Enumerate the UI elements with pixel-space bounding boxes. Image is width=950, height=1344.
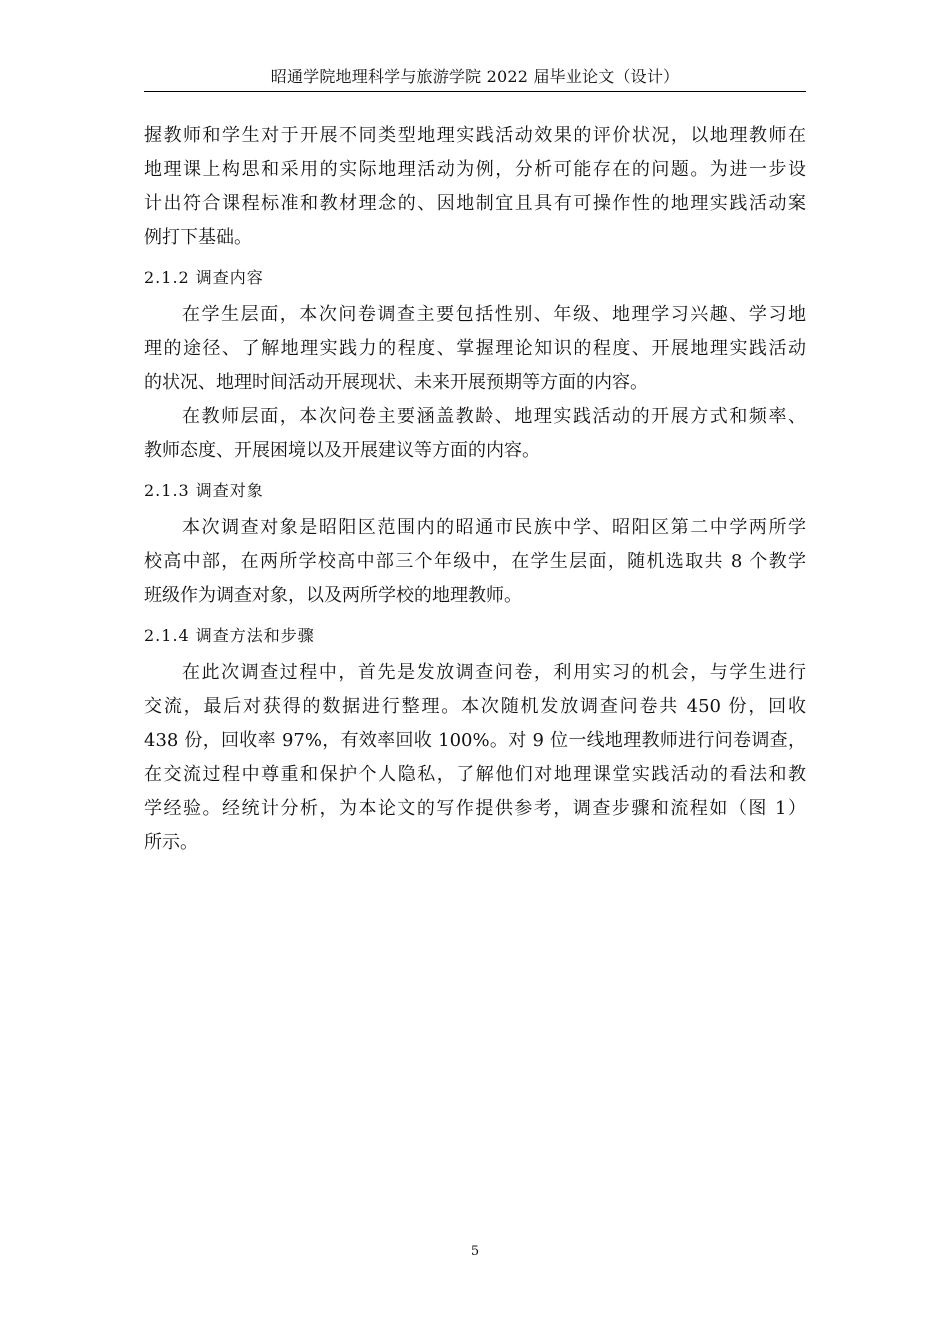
paragraph-line: 所示。 (144, 832, 198, 853)
paragraph-line: 班级作为调查对象，以及两所学校的地理教师。 (144, 585, 522, 606)
paragraph-line: 本次调查对象是昭阳区范围内的昭通市民族中学、昭阳区第二中学两所学 (182, 517, 806, 538)
page-body (144, 119, 806, 860)
running-header: 昭通学院地理科学与旅游学院 2022 届毕业论文（设计） (270, 67, 680, 86)
paragraph-line: 438 份，回收率 97%，有效率回收 100%。对 9 位一线地理教师进行问卷调查， (144, 730, 806, 751)
section-2-1-3-paragraph-1 (144, 511, 806, 613)
paragraph-line: 学经验。经统计分析，为本论文的写作提供参考，调查步骤和流程如（图 1） (144, 798, 806, 819)
paragraph-line: 在此次调查过程中，首先是发放调查问卷，利用实习的机会，与学生进行 (182, 662, 806, 683)
paragraph-line: 计出符合课程标准和教材理念的、因地制宜且具有可操作性的地理实践活动案 (144, 193, 806, 214)
paragraph-line: 校高中部，在两所学校高中部三个年级中，在学生层面，随机选取共 8 个教学 (144, 551, 806, 572)
header-divider (144, 91, 806, 92)
section-2-1-2-paragraph-2 (144, 400, 806, 468)
paragraph-line: 的状况、地理时间活动开展现状、未来开展预期等方面的内容。 (144, 372, 648, 393)
section-2-1-2-paragraph-1 (144, 298, 806, 400)
paragraph-line: 地理课上构思和采用的实际地理活动为例，分析可能存在的问题。为进一步设 (144, 159, 806, 180)
paragraph-line: 例打下基础。 (144, 227, 252, 248)
page-number: 5 (470, 1244, 480, 1259)
intro-paragraph (144, 119, 806, 255)
section-2-1-4-paragraph-1 (144, 656, 806, 860)
paragraph-line: 教师态度、开展困境以及开展建议等方面的内容。 (144, 440, 540, 461)
paragraph-line: 握教师和学生对于开展不同类型地理实践活动效果的评价状况，以地理教师在 (144, 125, 806, 146)
section-heading-2-1-4: 2.1.4 调查方法和步骤 (144, 626, 315, 645)
section-heading-2-1-3: 2.1.3 调查对象 (144, 481, 264, 500)
paragraph-line: 在交流过程中尊重和保护个人隐私，了解他们对地理课堂实践活动的看法和教 (144, 764, 806, 785)
paragraph-line: 理的途径、了解地理实践力的程度、掌握理论知识的程度、开展地理实践活动 (144, 338, 806, 359)
paragraph-line: 在学生层面，本次问卷调查主要包括性别、年级、地理学习兴趣、学习地 (182, 304, 806, 325)
paragraph-line: 在教师层面，本次问卷主要涵盖教龄、地理实践活动的开展方式和频率、 (182, 406, 806, 427)
paragraph-line: 交流，最后对获得的数据进行整理。本次随机发放调查问卷共 450 份，回收 (144, 696, 806, 717)
section-heading-2-1-2: 2.1.2 调查内容 (144, 268, 264, 287)
